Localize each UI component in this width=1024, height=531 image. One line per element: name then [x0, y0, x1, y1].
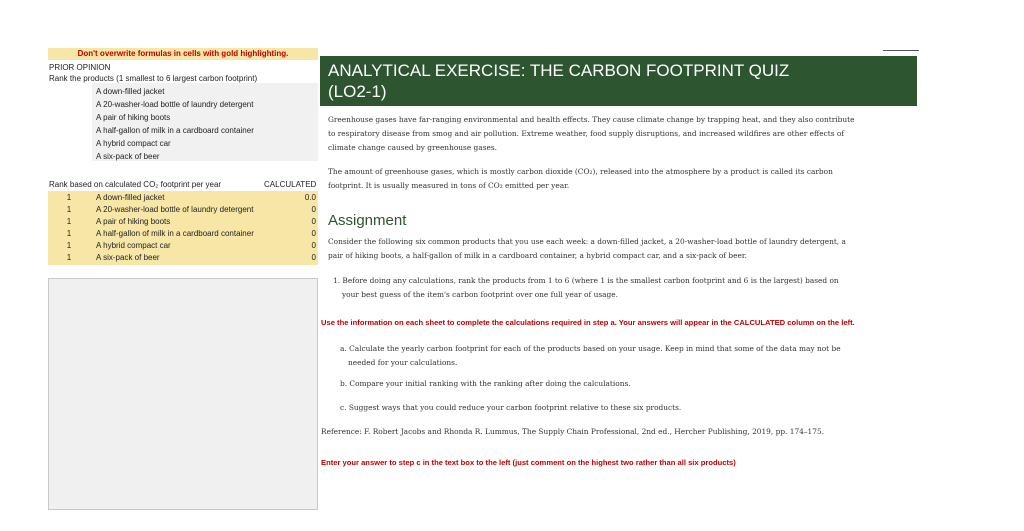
assignment-line: Consider the following six common products that you use each week: a down-filled jacket, a 20-washer-load bottle of laundry detergent, a: [328, 237, 846, 246]
calc-rank: 1: [66, 229, 72, 238]
page-title: ANALYTICAL EXERCISE: THE CARBON FOOTPRINT QUIZ: [328, 61, 790, 80]
intro-line: climate change caused by greenhouse gases.: [328, 143, 498, 152]
prior-opinion-label: PRIOR OPINION: [49, 63, 111, 72]
calc-value: 0: [311, 241, 316, 250]
answer-instruction-note: Enter your answer to step c in the text box to the left (just comment on the highest two rather than all six products): [321, 458, 736, 467]
prior-product-5: A hybrid compact car: [96, 139, 171, 148]
title-banner: [320, 56, 917, 106]
calc-instruction-note: Use the information on each sheet to complete the calculations required in step a. Your answers will appear in the CALCULATED column on the left.: [321, 318, 855, 327]
calc-rank: 1: [66, 241, 72, 250]
step-b: b. Compare your initial ranking with the ranking after doing the calculations.: [340, 379, 631, 388]
calc-rank: 1: [66, 205, 72, 214]
step-a-line: needed for your calculations.: [348, 358, 458, 367]
calc-product: A down-filled jacket: [96, 193, 165, 202]
assignment-line: pair of hiking boots, a half-gallon of milk in a cardboard container, a hybrid compact car, and a six-pack of beer.: [328, 251, 747, 260]
calc-rank: 1: [66, 253, 72, 262]
footprint-def-line: footprint. It is usually measured in tons of CO₂ emitted per year.: [328, 181, 570, 190]
divider: [883, 50, 919, 51]
calc-rank: 1: [66, 193, 72, 202]
prior-product-4: A half-gallon of milk in a cardboard container: [96, 126, 254, 135]
prior-product-6: A six-pack of beer: [96, 152, 160, 161]
calc-product: A six-pack of beer: [96, 253, 160, 262]
page-title-code: (LO2-1): [328, 82, 387, 101]
intro-line: to respiratory disease from smog and air pollution. Extreme weather, food supply disruptions, and increased wildfires are other effects of: [328, 129, 845, 138]
reference: Reference: F. Robert Jacobs and Rhonda R. Lummus, The Supply Chain Professional, 2nd ed., Hercher Publishing, 2019, pp. 174–175.: [321, 427, 825, 436]
calculated-ranking-table: [48, 191, 318, 265]
step-1-line: 1. Before doing any calculations, rank the products from 1 to 6 (where 1 is the smallest carbon footprint and 6 is the largest) based on: [333, 276, 839, 285]
calc-value: 0: [311, 217, 316, 226]
step-a-line: a. Calculate the yearly carbon footprint for each of the products based on your usage. Keep in mind that some of the data may not be: [340, 344, 841, 353]
prior-product-2: A 20-washer-load bottle of laundry detergent: [96, 100, 254, 109]
calc-product: A hybrid compact car: [96, 241, 171, 250]
calculated-column-header: CALCULATED: [264, 180, 317, 189]
calc-value: 0: [311, 229, 316, 238]
prior-product-1: A down-filled jacket: [96, 87, 165, 96]
calc-product: A pair of hiking boots: [96, 217, 171, 226]
calc-rank: 1: [66, 217, 72, 226]
calc-value: 0: [311, 253, 316, 262]
intro-line: Greenhouse gases have far-ranging environmental and health effects. They cause climate change by trapping heat, and they also contribute: [328, 115, 855, 124]
calc-value: 0: [311, 205, 316, 214]
answer-text-box[interactable]: [48, 278, 318, 510]
formula-warning: Don't overwrite formulas in cells with gold highlighting.: [48, 48, 318, 60]
step-c: c. Suggest ways that you could reduce your carbon footprint relative to these six products.: [340, 403, 682, 412]
calc-header: Rank based on calculated CO₂ footprint per year: [49, 180, 222, 189]
step-1-line: your best guess of the item's carbon footprint over one full year of usage.: [342, 290, 619, 299]
rank-instruction: Rank the products (1 smallest to 6 largest carbon footprint): [49, 74, 258, 83]
calc-product: A half-gallon of milk in a cardboard container: [96, 229, 254, 238]
footprint-def-line: The amount of greenhouse gases, which is mostly carbon dioxide (CO₂), released into the atmosphere by a product is called its carbon: [328, 167, 833, 176]
calc-value: 0.0: [304, 193, 316, 202]
assignment-heading: Assignment: [328, 212, 407, 229]
prior-product-3: A pair of hiking boots: [96, 113, 171, 122]
calc-product: A 20-washer-load bottle of laundry detergent: [96, 205, 254, 214]
